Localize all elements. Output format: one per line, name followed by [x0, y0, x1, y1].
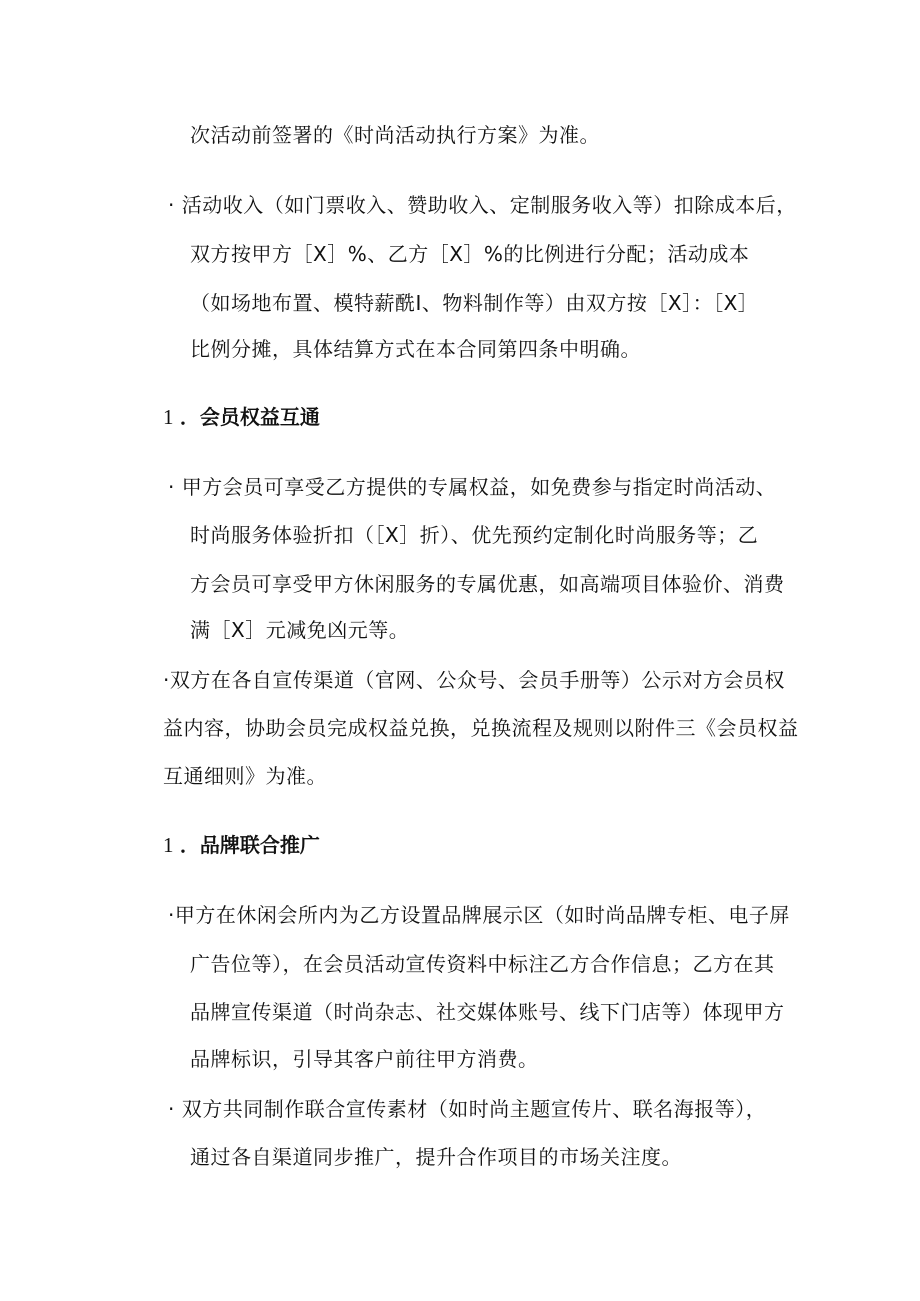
brand-line-1: ·甲方在休闲会所内为乙方设置品牌展示区（如时尚品牌专柜、电子屏: [168, 903, 790, 927]
brand-line-3: 品牌宣传渠道（时尚杂志、社交媒体账号、线下门店等）体现甲方: [190, 1000, 785, 1024]
brand-line-4: 品牌标识，引导其客户前往甲方消费。: [190, 1047, 539, 1071]
revenue-line-1: · 活动收入（如门票收入、赞助收入、定制服务收入等）扣除成本后，: [168, 193, 797, 217]
membership-line-3: 方会员可享受甲方休闲服务的专属优惠，如高端项目体验价、消费: [190, 572, 785, 596]
section-title: ．会员权益互通: [179, 405, 320, 429]
revenue-line-4: 比例分摊，具体结算方式在本合同第四条中明确。: [190, 337, 641, 361]
revenue-line-3: （如场地布置、模特薪酰I、物料制作等）由双方按［X］：［X］: [190, 291, 759, 315]
section-number: 1: [163, 833, 174, 857]
membership-line-1: · 甲方会员可享受乙方提供的专属权益，如免费参与指定时尚活动、: [168, 475, 777, 499]
brand-line-2: 广告位等），在会员活动宣传资料中标注乙方合作信息；乙方在其: [190, 952, 775, 976]
membership-line-5: ·双方在各自宣传渠道（官网、公众号、会员手册等）公示对方会员权: [163, 668, 785, 692]
intro-line: 次活动前签署的《时尚活动执行方案》为准。: [190, 123, 600, 147]
membership-line-2: 时尚服务体验折扣（［X］折）、优先预约定制化时尚服务等；乙: [190, 523, 759, 547]
membership-line-4: 满［X］元减免凶元等。: [190, 618, 410, 642]
membership-line-6: 益内容，协助会员完成权益兑换，兑换流程及规则以附件三《会员权益: [163, 716, 799, 740]
section-number: 1: [163, 405, 174, 429]
section-heading-brand: [163, 831, 320, 859]
revenue-line-2: 双方按甲方［X］%、乙方［X］%的比例进行分配；活动成本: [190, 242, 750, 266]
section-title: ．品牌联合推广: [179, 833, 320, 857]
brand-line-5: · 双方共同制作联合宣传素材（如时尚主题宣传片、联名海报等），: [168, 1097, 767, 1121]
brand-line-6: 通过各自渠道同步推广，提升合作项目的市场关注度。: [190, 1145, 682, 1169]
section-heading-membership: [163, 403, 320, 431]
membership-line-7: 互通细则》为准。: [163, 764, 327, 788]
